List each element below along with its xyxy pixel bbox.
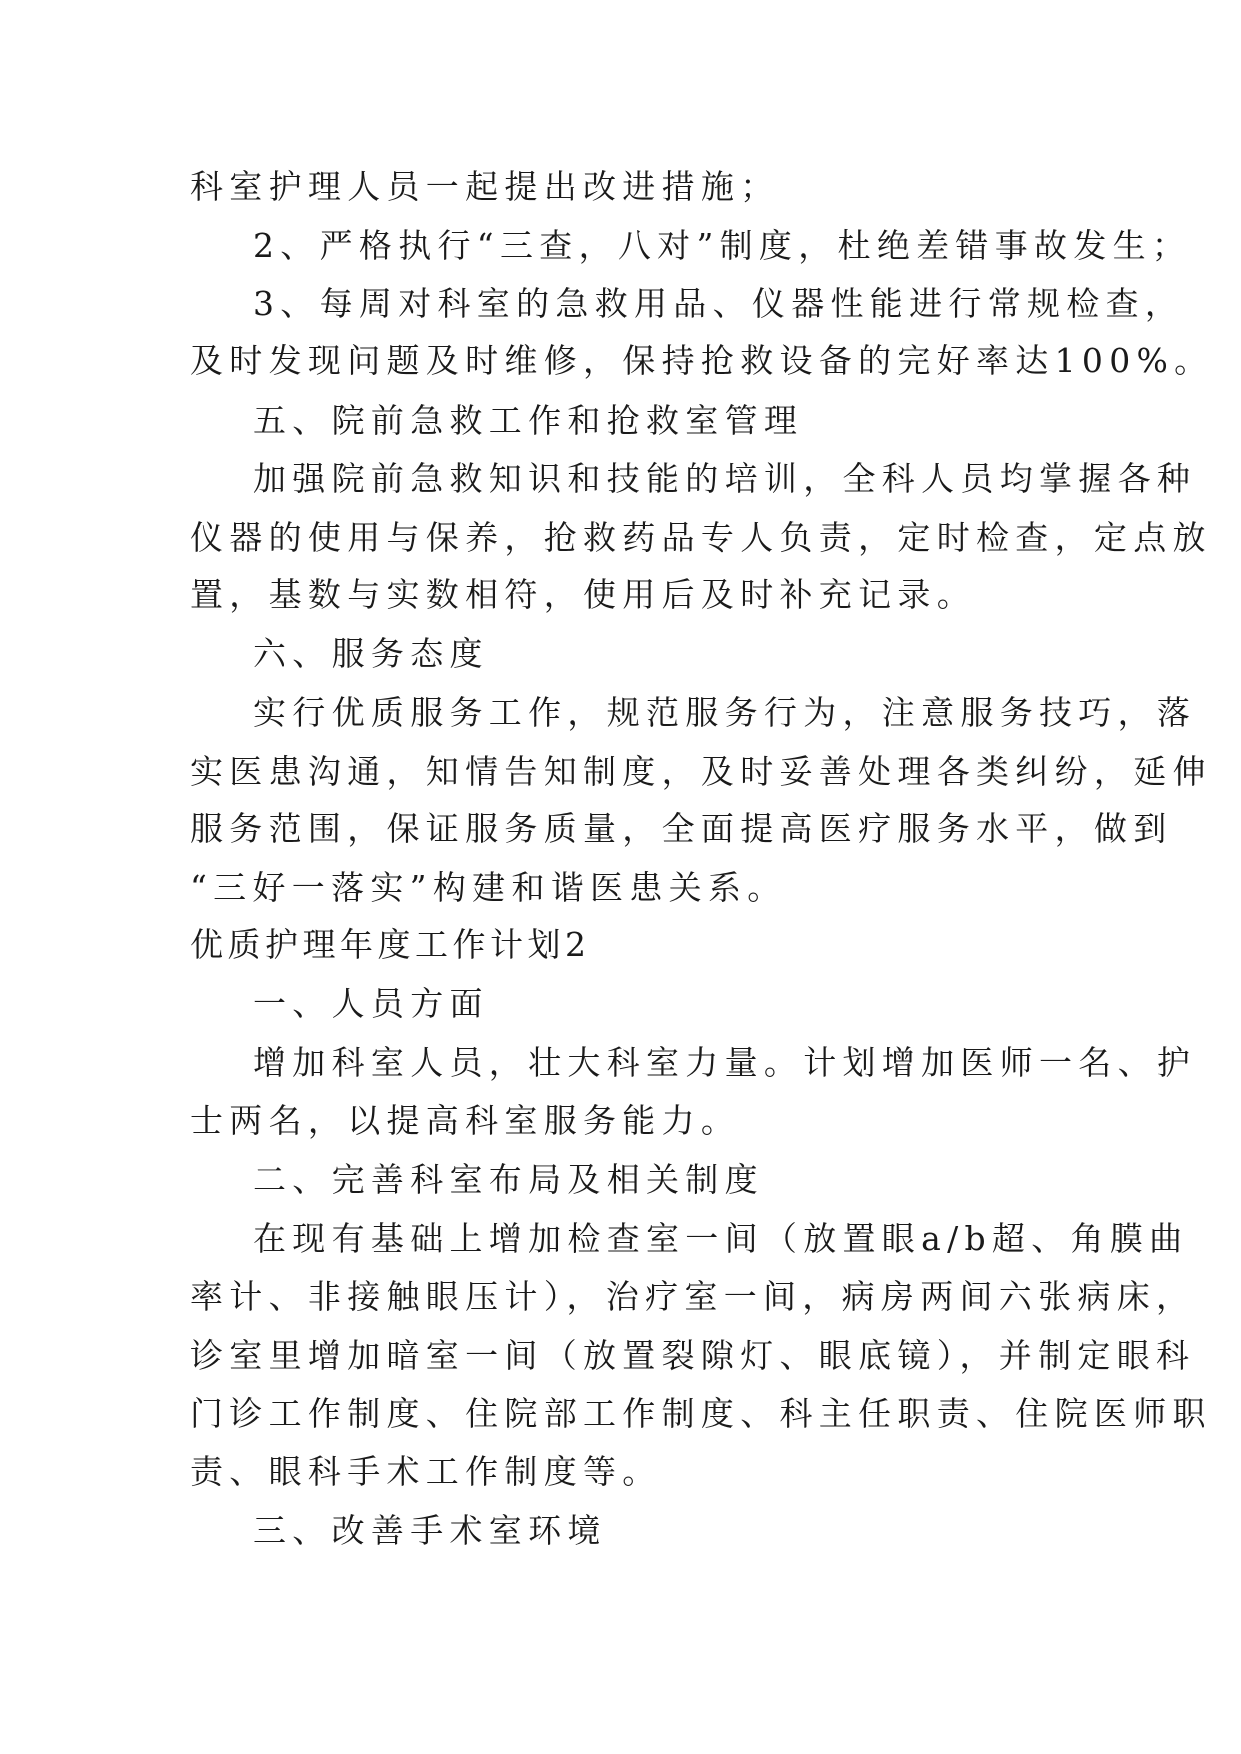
body-text-line: 加强院前急救知识和技能的培训，全科人员均掌握各种 bbox=[253, 459, 1197, 498]
body-text-line: 实医患沟通，知情告知制度，及时妥善处理各类纠纷，延伸 bbox=[190, 752, 1212, 791]
list-item: 2、严格执行“三查，八对”制度，杜绝差错事故发生； bbox=[253, 226, 1192, 265]
body-text-line: 服务范围，保证服务质量，全面提高医疗服务水平，做到 bbox=[190, 809, 1173, 848]
body-text-line: 增加科室人员，壮大科室力量。计划增加医师一名、护 bbox=[253, 1043, 1197, 1082]
list-item: 3、每周对科室的急救用品、仪器性能进行常规检查， bbox=[253, 284, 1185, 323]
section-heading: 二、完善科室布局及相关制度 bbox=[253, 1160, 764, 1199]
body-text-line: 仪器的使用与保养，抢救药品专人负责，定时检查，定点放 bbox=[190, 518, 1212, 557]
body-text-line: 置，基数与实数相符，使用后及时补充记录。 bbox=[190, 575, 976, 614]
body-text-line: 实行优质服务工作，规范服务行为，注意服务技巧，落 bbox=[253, 693, 1197, 732]
section-heading: 三、改善手术室环境 bbox=[253, 1511, 607, 1550]
body-text-line: 科室护理人员一起提出改进措施； bbox=[190, 167, 780, 206]
section-heading: 五、院前急救工作和抢救室管理 bbox=[253, 401, 804, 440]
body-text-line: 诊室里增加暗室一间（放置裂隙灯、眼底镜），并制定眼科 bbox=[190, 1336, 1196, 1375]
section-heading: 一、人员方面 bbox=[253, 984, 489, 1023]
body-text-line: 在现有基础上增加检查室一间（放置眼a/b超、角膜曲 bbox=[253, 1219, 1189, 1258]
body-text-line: 士两名，以提高科室服务能力。 bbox=[190, 1101, 741, 1140]
body-text-line: 率计、非接触眼压计），治疗室一间，病房两间六张病床， bbox=[190, 1277, 1196, 1316]
body-text-line: 责、眼科手术工作制度等。 bbox=[190, 1452, 662, 1491]
section-heading: 六、服务态度 bbox=[253, 634, 489, 673]
body-text-line: 及时发现问题及时维修，保持抢救设备的完好率达100%。 bbox=[190, 341, 1214, 380]
body-text-line: 门诊工作制度、住院部工作制度、科主任职责、住院医师职 bbox=[190, 1394, 1212, 1433]
document-title: 优质护理年度工作计划2 bbox=[190, 925, 591, 964]
body-text-line: “三好一落实”构建和谐医患关系。 bbox=[190, 868, 787, 907]
